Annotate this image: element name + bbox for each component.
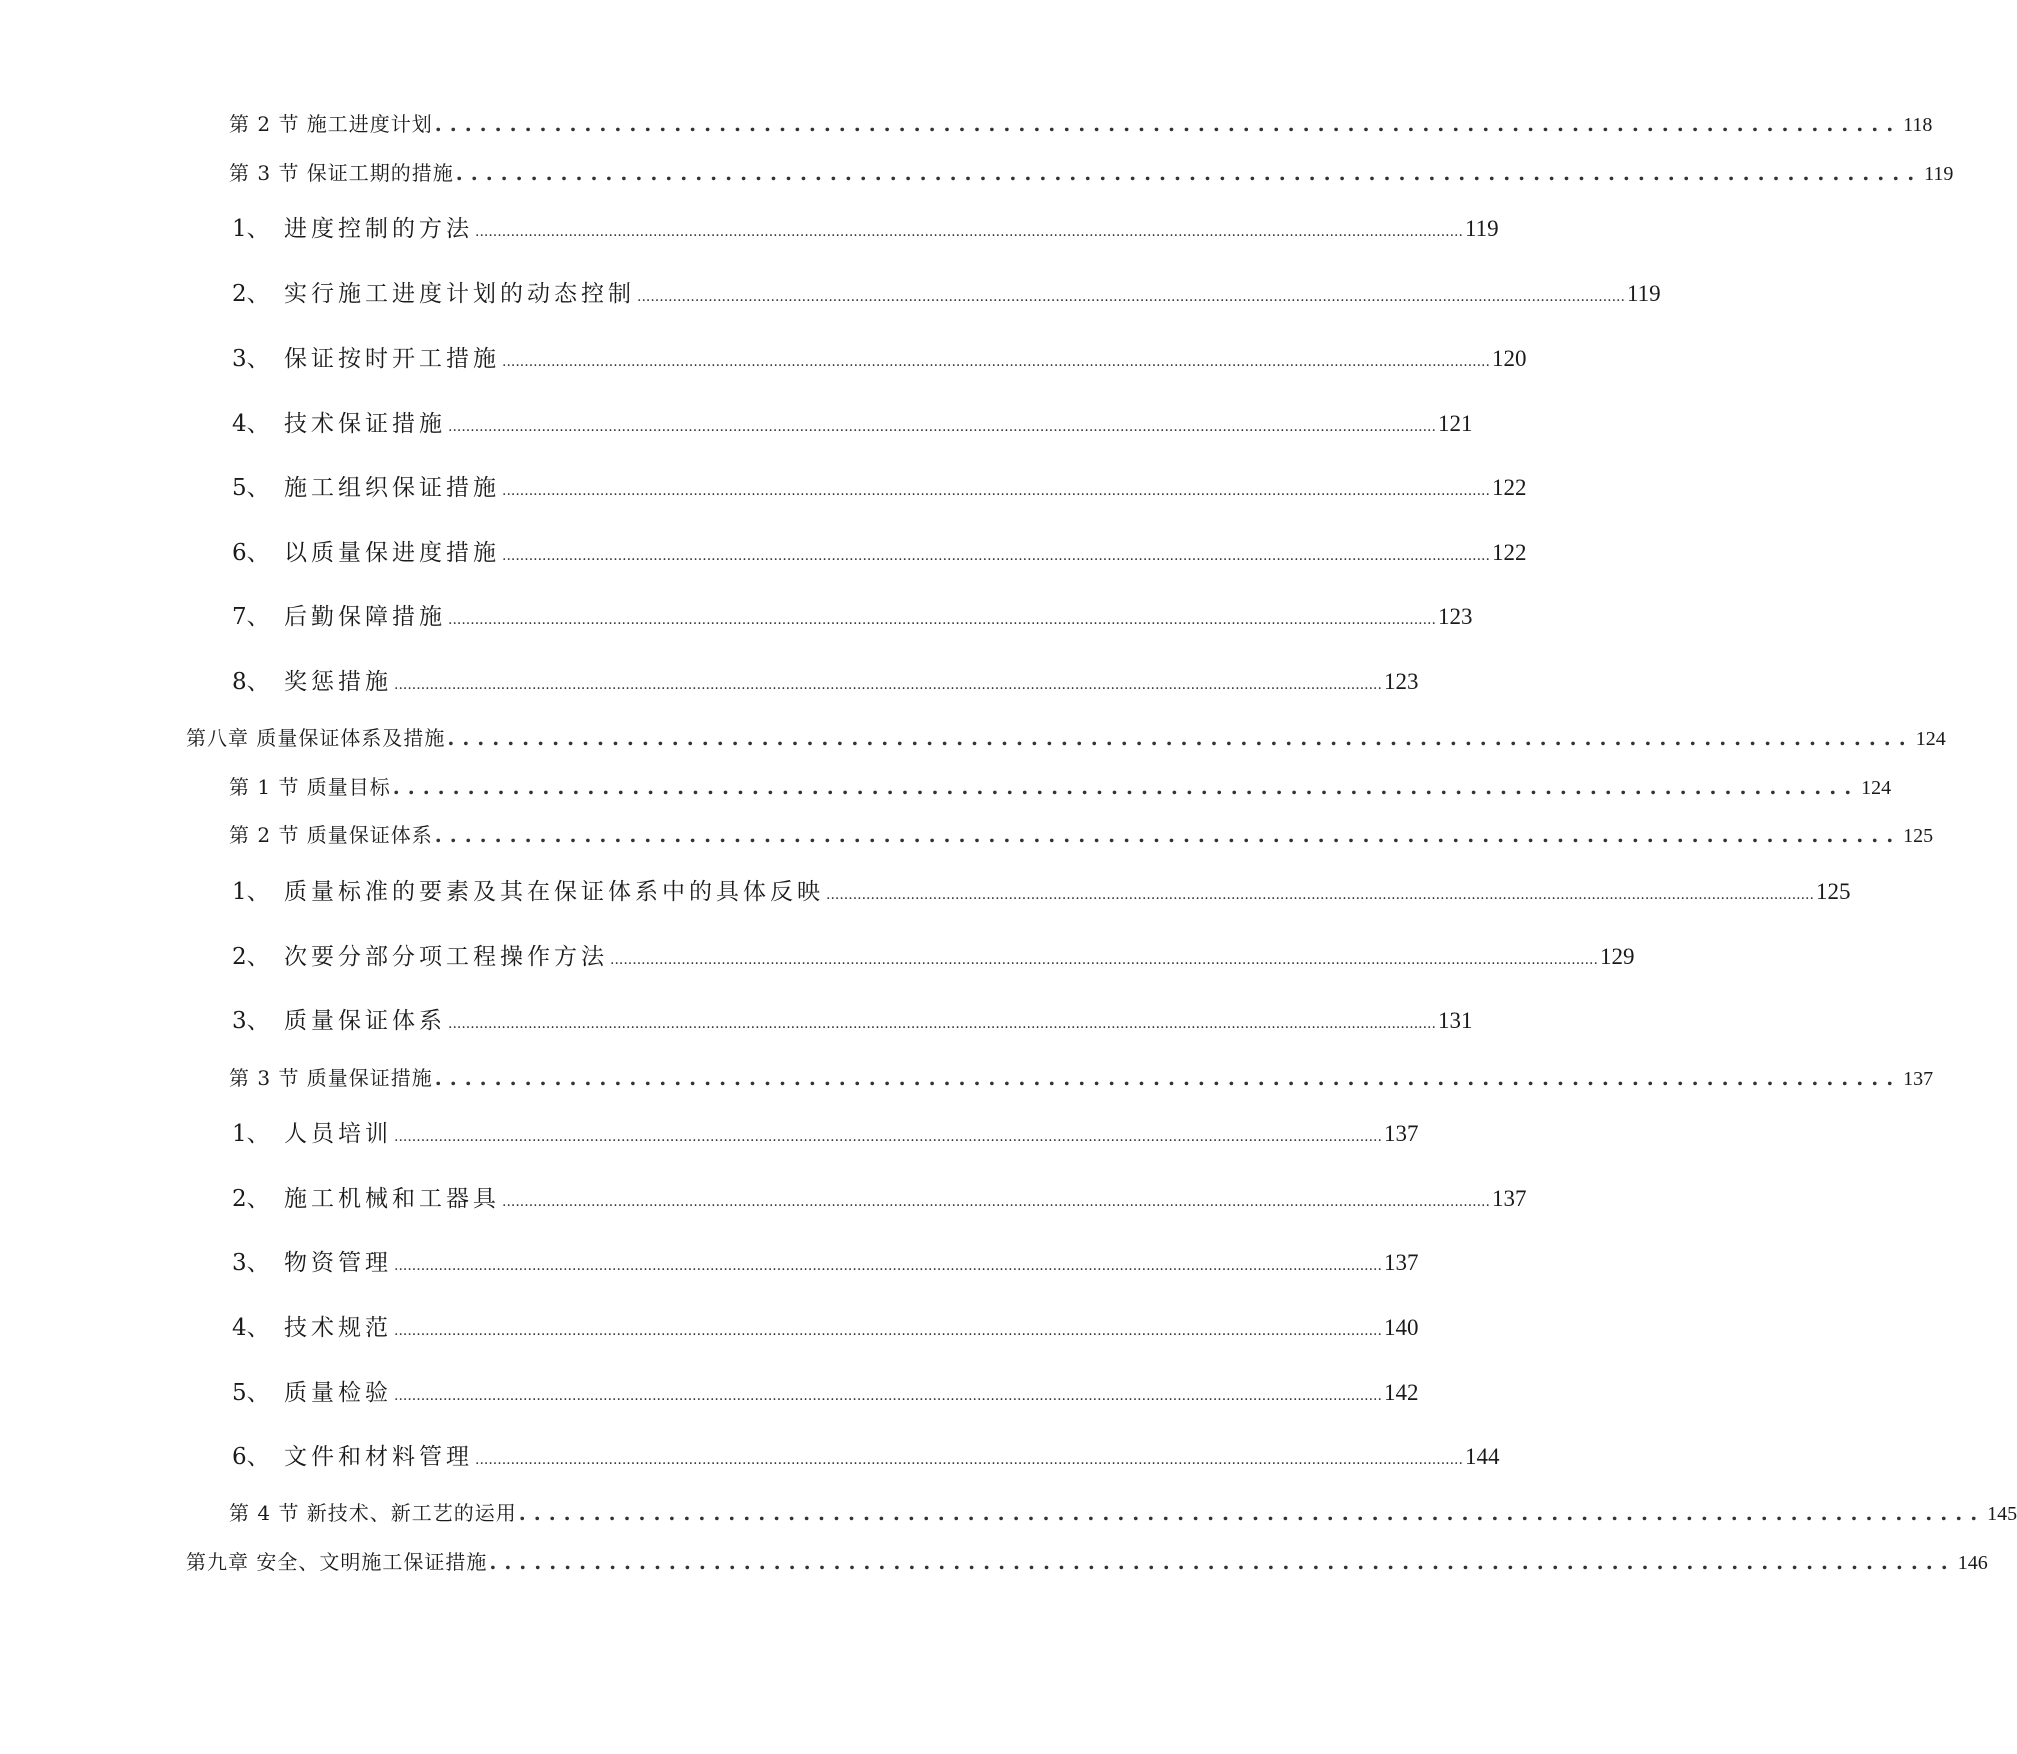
toc-page-number: 142 xyxy=(1383,1380,1419,1405)
toc-entry-title: 施工组织保证措施 xyxy=(284,475,500,501)
toc-dot-leader: .................................................................................................. xyxy=(518,1501,1986,1525)
toc-item-number: 5、 xyxy=(232,1380,270,1406)
toc-dot-leader: .................................................................................................. xyxy=(447,726,1914,750)
toc-entry-title: 质量检验 xyxy=(284,1380,392,1406)
toc-entry-item[interactable] xyxy=(232,1438,1500,1471)
toc-entry-title: 保证按时开工措施 xyxy=(284,346,500,372)
toc-entry-title: 第 2 节 施工进度计划 xyxy=(229,112,433,136)
toc-dot-leader: .............................................................................................................................................................................................................................. xyxy=(502,483,1490,499)
toc-entry-item[interactable] xyxy=(232,340,1527,373)
toc-page-number: 137 xyxy=(1383,1250,1419,1275)
toc-entry-section[interactable] xyxy=(229,819,1934,848)
toc-dot-leader: .............................................................................................................................................................................................................................. xyxy=(448,612,1436,628)
toc-dot-leader: .............................................................................................................................................................................................................................. xyxy=(448,419,1436,435)
toc-page-number: 137 xyxy=(1903,1068,1934,1090)
toc-entry-section[interactable] xyxy=(229,157,1954,186)
toc-dot-leader: .............................................................................................................................................................................................................................. xyxy=(502,354,1490,370)
toc-item-number: 1、 xyxy=(232,879,270,905)
toc-page-number: 120 xyxy=(1491,346,1527,371)
toc-page-number: 119 xyxy=(1924,163,1954,185)
toc-dot-leader: .............................................................................................................................................................................................................................. xyxy=(475,1452,1463,1468)
toc-page-number: 145 xyxy=(1987,1503,2017,1525)
toc-entry-title: 技术规范 xyxy=(284,1315,392,1341)
toc-page-number: 122 xyxy=(1491,475,1527,500)
toc-entry-item[interactable] xyxy=(232,210,1499,243)
toc-entry-title: 第 1 节 质量目标 xyxy=(229,775,391,799)
toc-dot-leader: .............................................................................................................................................................................................................................. xyxy=(448,1016,1436,1032)
toc-entry-title: 物资管理 xyxy=(284,1250,392,1276)
toc-item-number: 3、 xyxy=(232,1250,270,1276)
toc-item-number: 3、 xyxy=(232,1008,270,1034)
toc-entry-title: 第八章 质量保证体系及措施 xyxy=(186,726,446,750)
toc-entry-section[interactable] xyxy=(229,1062,1934,1091)
toc-item-number: 4、 xyxy=(232,1315,270,1341)
toc-page-number: 146 xyxy=(1957,1552,1988,1574)
toc-dot-leader: .............................................................................................................................................................................................................................. xyxy=(394,1129,1382,1145)
toc-page-number: 140 xyxy=(1383,1315,1419,1340)
toc-dot-leader: .............................................................................................................................................................................................................................. xyxy=(502,548,1490,564)
toc-entry-item[interactable] xyxy=(232,598,1473,631)
toc-dot-leader: .................................................................................................. xyxy=(489,1550,1956,1574)
toc-item-number: 4、 xyxy=(232,411,270,437)
toc-entry-section[interactable] xyxy=(229,771,1892,800)
toc-entry-title: 质量保证体系 xyxy=(284,1008,446,1034)
toc-entry-title: 第 4 节 新技术、新工艺的运用 xyxy=(229,1501,517,1525)
toc-entry-item[interactable] xyxy=(232,1115,1419,1148)
toc-page-number: 122 xyxy=(1491,540,1527,565)
toc-entry-chapter[interactable] xyxy=(186,722,1946,751)
toc-entry-title: 质量标准的要素及其在保证体系中的具体反映 xyxy=(284,879,824,905)
toc-entry-item[interactable] xyxy=(232,1309,1419,1342)
toc-item-number: 2、 xyxy=(232,281,270,307)
toc-dot-leader: .............................................................................................................................................................................................................................. xyxy=(394,1323,1382,1339)
toc-entry-item[interactable] xyxy=(232,1374,1419,1407)
toc-item-number: 5、 xyxy=(232,475,270,501)
toc-page-number: 137 xyxy=(1383,1121,1419,1146)
toc-dot-leader: .................................................................................................. xyxy=(434,823,1902,847)
toc-item-number: 2、 xyxy=(232,1186,270,1212)
toc-entry-title: 文件和材料管理 xyxy=(284,1444,473,1470)
toc-entry-title: 第九章 安全、文明施工保证措施 xyxy=(186,1550,488,1574)
toc-page-number: 124 xyxy=(1861,777,1892,799)
toc-page-number: 124 xyxy=(1915,728,1946,750)
toc-entry-title: 奖惩措施 xyxy=(284,669,392,695)
toc-item-number: 1、 xyxy=(232,1121,270,1147)
toc-page-number: 118 xyxy=(1903,114,1933,136)
toc-dot-leader: .................................................................................................. xyxy=(392,775,1860,799)
toc-entry-item[interactable] xyxy=(232,405,1473,438)
toc-entry-item[interactable] xyxy=(232,663,1419,696)
toc-dot-leader: .............................................................................................................................................................................................................................. xyxy=(637,289,1625,305)
toc-dot-leader: .............................................................................................................................................................................................................................. xyxy=(394,1388,1382,1404)
toc-page-number: 137 xyxy=(1491,1186,1527,1211)
toc-entry-item[interactable] xyxy=(232,938,1635,971)
toc-item-number: 2、 xyxy=(232,944,270,970)
toc-dot-leader: .................................................................................................. xyxy=(434,1066,1902,1090)
toc-page-number: 144 xyxy=(1464,1444,1500,1469)
toc-entry-title: 第 3 节 保证工期的措施 xyxy=(229,161,454,185)
toc-page-number: 121 xyxy=(1437,411,1473,436)
toc-entry-title: 进度控制的方法 xyxy=(284,216,473,242)
toc-entry-section[interactable] xyxy=(229,108,1933,137)
toc-item-number: 1、 xyxy=(232,216,270,242)
toc-entry-section[interactable] xyxy=(229,1497,2017,1526)
toc-item-number: 3、 xyxy=(232,346,270,372)
toc-page-number: 119 xyxy=(1464,216,1499,241)
toc-entry-item[interactable] xyxy=(232,534,1527,567)
toc-page-number: 131 xyxy=(1437,1008,1473,1033)
toc-item-number: 7、 xyxy=(232,604,270,630)
toc-entry-item[interactable] xyxy=(232,1244,1419,1277)
toc-page-number: 119 xyxy=(1626,281,1661,306)
toc-entry-item[interactable] xyxy=(232,873,1851,906)
toc-entry-title: 以质量保进度措施 xyxy=(284,540,500,566)
toc-entry-title: 实行施工进度计划的动态控制 xyxy=(284,281,635,307)
toc-entry-title: 第 2 节 质量保证体系 xyxy=(229,823,433,847)
toc-entry-title: 人员培训 xyxy=(284,1121,392,1147)
toc-entry-title: 技术保证措施 xyxy=(284,411,446,437)
toc-dot-leader: .............................................................................................................................................................................................................................. xyxy=(394,677,1382,693)
toc-dot-leader: .............................................................................................................................................................................................................................. xyxy=(394,1258,1382,1274)
toc-item-number: 8、 xyxy=(232,669,270,695)
toc-item-number: 6、 xyxy=(232,1444,270,1470)
toc-entry-title: 次要分部分项工程操作方法 xyxy=(284,944,608,970)
toc-dot-leader: .................................................................................................. xyxy=(434,112,1902,136)
toc-page-number: 125 xyxy=(1815,879,1851,904)
toc-entry-item[interactable] xyxy=(232,1002,1473,1035)
toc-entry-title: 后勤保障措施 xyxy=(284,604,446,630)
toc-entry-item[interactable] xyxy=(232,275,1661,308)
toc-entry-title: 施工机械和工器具 xyxy=(284,1186,500,1212)
toc-entry-item[interactable] xyxy=(232,1180,1527,1213)
toc-page-number: 123 xyxy=(1383,669,1419,694)
toc-dot-leader: .............................................................................................................................................................................................................................. xyxy=(502,1194,1490,1210)
toc-entry-title: 第 3 节 质量保证措施 xyxy=(229,1066,433,1090)
toc-dot-leader: .............................................................................................................................................................................................................................. xyxy=(826,887,1814,903)
toc-item-number: 6、 xyxy=(232,540,270,566)
toc-page-number: 123 xyxy=(1437,604,1473,629)
toc-dot-leader: .............................................................................................................................................................................................................................. xyxy=(610,952,1598,968)
toc-entry-item[interactable] xyxy=(232,469,1527,502)
toc-page-number: 129 xyxy=(1599,944,1635,969)
toc-dot-leader: .................................................................................................. xyxy=(455,161,1923,185)
toc-entry-chapter[interactable] xyxy=(186,1546,1988,1575)
toc-dot-leader: .............................................................................................................................................................................................................................. xyxy=(475,224,1463,240)
toc-page-number: 125 xyxy=(1903,825,1934,847)
